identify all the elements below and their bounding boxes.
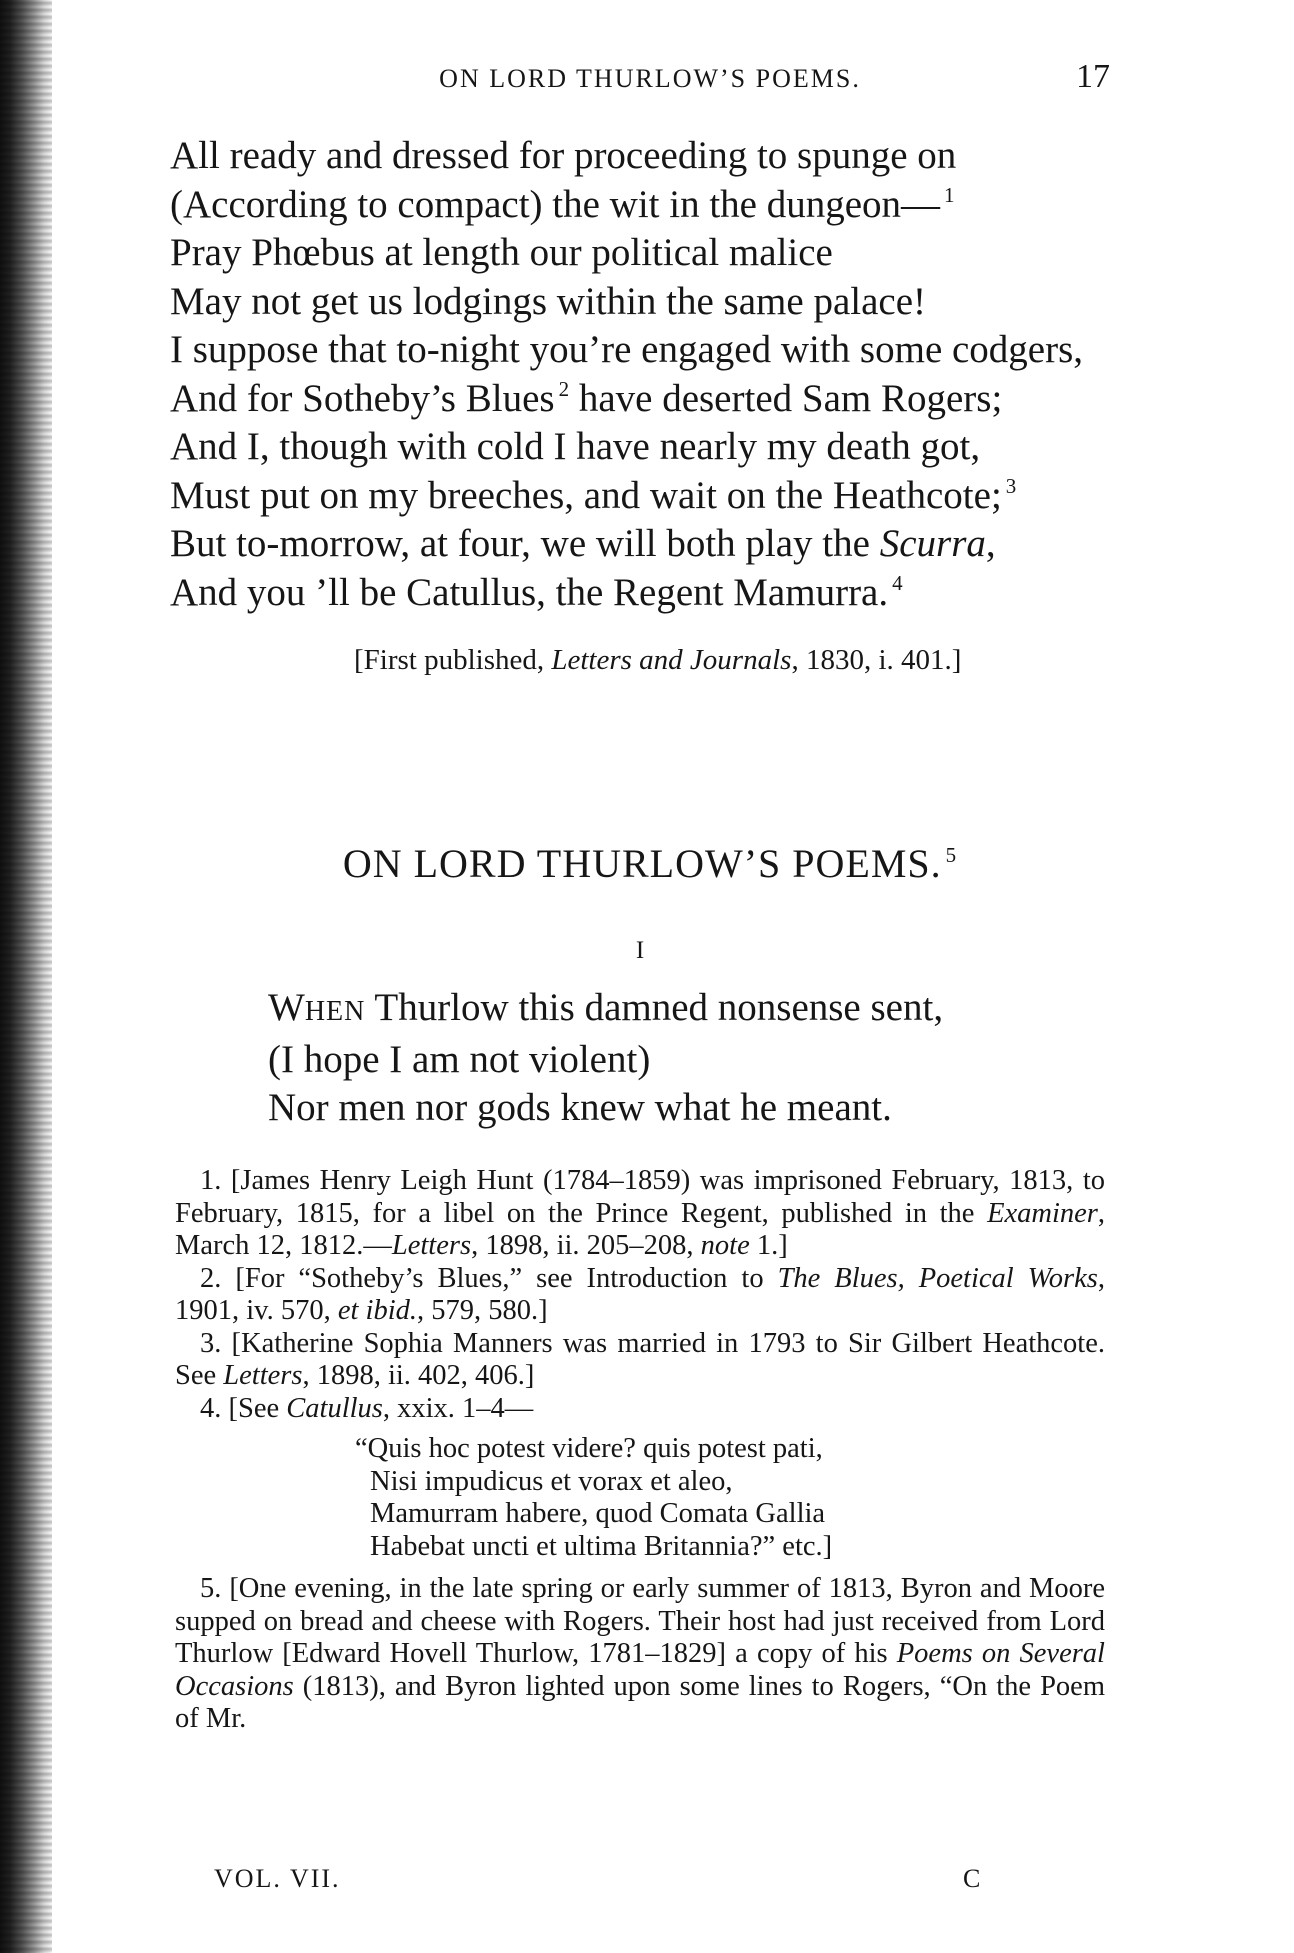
verse-line: WHEN Thurlow this damned nonsense sent, xyxy=(268,986,944,1029)
verse-line: (According to compact) the wit in the dungeon— $^1$ xyxy=(170,182,955,226)
verse-line: And I, though with cold I have nearly my death got, xyxy=(170,425,981,468)
verse-line: Pray Phœbus at length our political malice xyxy=(170,231,833,274)
verse-line: I suppose that to-night you’re engaged with some codgers, xyxy=(170,328,1084,371)
verse-line: All ready and dressed for proceeding to spunge on xyxy=(170,134,957,177)
verse-continued xyxy=(170,132,1170,617)
footnote-reference[interactable]: 3 xyxy=(1005,473,1017,498)
source-note: [First published, Letters and Journals, 1830, i. 401.] xyxy=(354,644,962,676)
verse-line: But to-morrow, at four, we will both play the Scurra, xyxy=(170,522,996,565)
verse-line: And for Sotheby’s Blues $^2$ have deserted Sam Rogers; xyxy=(170,376,1003,420)
verse-line: May not get us lodgings within the same palace! xyxy=(170,279,927,323)
footnote: 3. [Katherine Sophia Manners was married in 1793 to Sir Gilbert Heathcote. See Letters, 1898, ii. 402, 406.] xyxy=(175,1327,1105,1391)
volume-signature: VOL. VII. xyxy=(214,1864,341,1893)
page-number: 17 xyxy=(1076,58,1110,95)
quotation-line: Nisi impudicus et vorax et aleo, xyxy=(370,1465,733,1497)
footnote-reference[interactable]: 1 xyxy=(944,182,955,207)
footnote: 5. [One evening, in the late spring or early summer of 1813, Byron and Moore supped on bread and cheese with Rogers. Their host had just received from Lord Thurlow [Edward Hovell Thurlow, 1781–1829] a copy of his Poems on Several Occasions (1813), and Byron lighted upon some lines to Rogers, “On the Poem of Mr. xyxy=(175,1573,1105,1734)
quotation-line: “Quis hoc potest videre? quis potest pati, xyxy=(355,1433,823,1464)
footnotes xyxy=(175,1165,1105,1736)
footnote: 4. [See Catullus, xxix. 1–4— xyxy=(200,1392,534,1424)
running-head: ON LORD THURLOW’S POEMS. xyxy=(439,64,861,93)
verse-line: And you ’ll be Catullus, the Regent Mamurra. $^4$ xyxy=(170,570,903,614)
verse-line: Must put on my breeches, and wait on the Heathcote; $^3$ xyxy=(170,473,1017,517)
verse-line: Nor men nor gods knew what he meant. xyxy=(268,1086,892,1129)
footnote-reference[interactable]: 4 xyxy=(892,570,903,595)
footnote-reference[interactable]: 5 xyxy=(945,843,958,867)
footnote: 1. [James Henry Leigh Hunt (1784–1859) was imprisoned February, 1813, to February, 1815, for a libel on the Prince Regent, published in the Examiner, March 12, 1812.—Letters, 1898, ii. 205–208, note 1.] xyxy=(175,1165,1105,1261)
quotation-line: Habebat uncti et ultima Britannia?” etc.] xyxy=(370,1530,833,1562)
footnote-reference[interactable]: 2 xyxy=(558,376,570,401)
poem-stanza xyxy=(268,984,943,1132)
quotation-line: Mamurram habere, quod Comata Gallia xyxy=(370,1498,826,1529)
stanza-number: I xyxy=(635,937,645,964)
printer-signature: C xyxy=(963,1864,981,1893)
verse-line: (I hope I am not violent) xyxy=(268,1038,651,1081)
poem-title: ON LORD THURLOW’S POEMS. $^5$ xyxy=(342,841,958,886)
latin-quotation xyxy=(355,1433,1105,1563)
footnote: 2. [For “Sotheby’s Blues,” see Introduction to The Blues, Poetical Works, 1901, iv. 570, et ibid., 579, 580.] xyxy=(175,1262,1105,1326)
